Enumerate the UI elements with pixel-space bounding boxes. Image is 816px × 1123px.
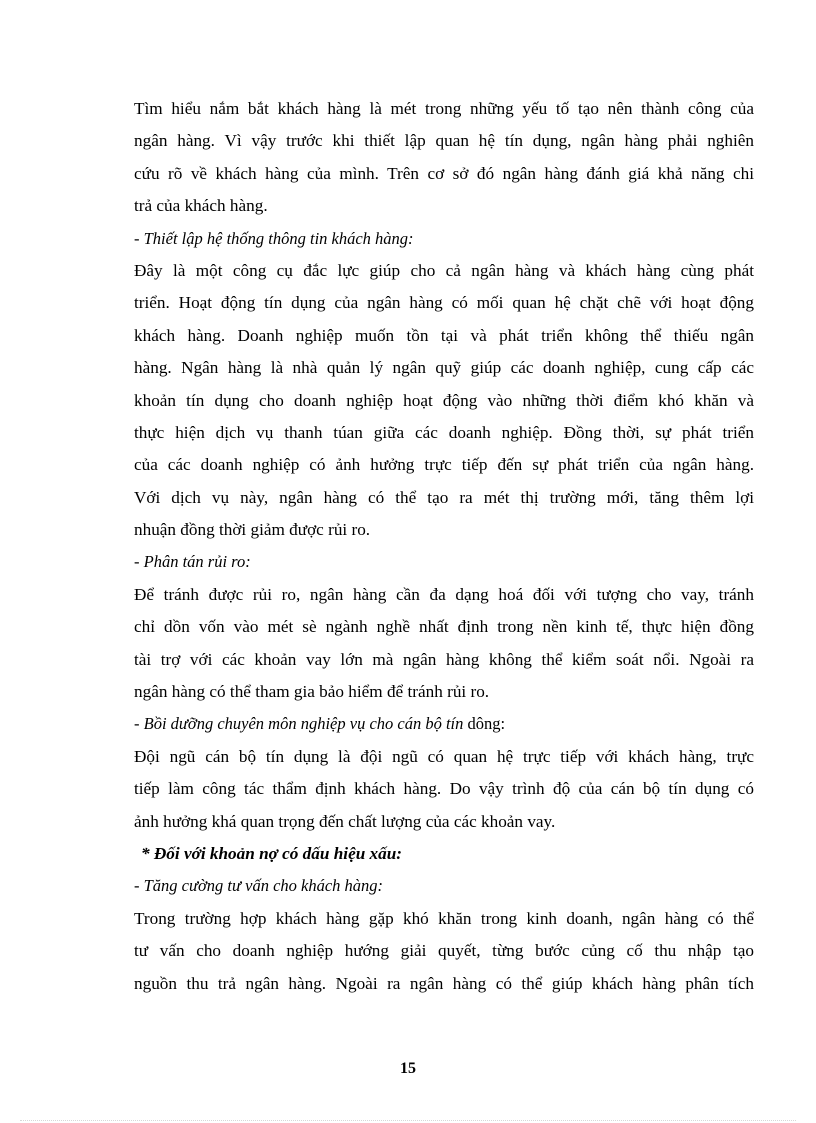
paragraph-line: tài trợ với các khoản vay lớn mà ngân hàng không thể kiểm soát nổi. Ngoài ra [134, 649, 754, 669]
paragraph-line: Với dịch vụ này, ngân hàng có thể tạo ra mét thị trường mới, tăng thêm lợi [134, 487, 754, 507]
paragraph-line: Trong trường hợp khách hàng gặp khó khăn trong kinh doanh, ngân hàng có thể [134, 908, 754, 928]
paragraph-line: Đây là một công cụ đắc lực giúp cho cả ngân hàng và khách hàng cùng phát [134, 260, 754, 280]
paragraph-line: triển. Hoạt động tín dụng của ngân hàng có mối quan hệ chặt chẽ với hoạt động [134, 293, 754, 313]
paragraph-line: thực hiện dịch vụ thanh túan giữa các doanh nghiệp. Đồng thời, sự phát triển [134, 422, 754, 442]
paragraph-line: chỉ dồn vốn vào mét sè ngành nghề nhất định trong nền kinh tế, thực hiện đồng [134, 617, 754, 637]
paragraph-line: hàng. Ngân hàng là nhà quản lý ngân quỹ giúp các doanh nghiệp, cung cấp các [134, 358, 754, 378]
paragraph-line: nguồn thu trả ngân hàng. Ngoài ra ngân hàng có thể giúp khách hàng phân tích [134, 973, 754, 993]
page-number: 15 [400, 1060, 416, 1077]
paragraph-line: khách hàng. Doanh nghiệp muốn tồn tại và phát triển không thể thiếu ngân [134, 325, 754, 345]
paragraph-line: cứu rõ về khách hàng của mình. Trên cơ sở đó ngân hàng đánh giá khả năng chi [134, 163, 754, 183]
paragraph-line: Tìm hiểu nắm bắt khách hàng là mét trong những yếu tố tạo nên thành công của [134, 99, 754, 118]
paragraph-line: khoản tín dụng cho doanh nghiệp hoạt động vào những thời điểm khó khăn và [134, 390, 754, 410]
paragraph-line: trả của khách hàng. [134, 196, 268, 216]
section-heading-customer-advice: - Tăng cường tư vấn cho khách hàng: [134, 876, 384, 896]
paragraph-line: tiếp làm công tác thẩm định khách hàng. Do vậy trình độ của cán bộ tín dụng có [134, 779, 754, 799]
paragraph-line: Để tránh được rủi ro, ngân hàng cần đa dạng hoá đối với tượng cho vay, tránh [134, 584, 754, 604]
section-heading-risk-diversification: - Phân tán rủi ro: [134, 552, 251, 572]
heading-italic-part: - Bồi dưỡng chuyên môn nghiệp vụ cho cán bộ tín [134, 714, 464, 734]
heading-roman-part: dông: [467, 714, 506, 734]
paragraph-line: ngân hàng. Vì vậy trước khi thiết lập quan hệ tín dụng, ngân hàng phải nghiên [134, 131, 754, 151]
section-heading-staff-training [134, 708, 754, 740]
paragraph-line: tư vấn cho doanh nghiệp hướng giải quyết, từng bước củng cố thu nhập tạo [134, 941, 754, 961]
page-bottom-border [20, 1120, 796, 1121]
paragraph-line: ngân hàng có thể tham gia bảo hiểm để tránh rủi ro. [134, 682, 490, 702]
section-heading-bad-debt: * Đối với khoản nợ có dấu hiệu xấu: [141, 843, 403, 863]
paragraph-line: ảnh hưởng khá quan trọng đến chất lượng của các khoản vay. [134, 811, 556, 831]
paragraph-line: của các doanh nghiệp có ảnh hưởng trực tiếp đến sự phát triển của ngân hàng. [134, 455, 754, 475]
body-text [134, 93, 754, 1000]
paragraph-line: Đội ngũ cán bộ tín dụng là đội ngũ có quan hệ trực tiếp với khách hàng, trực [134, 746, 754, 766]
paragraph-line: nhuận đồng thời giảm được rủi ro. [134, 520, 371, 540]
section-heading-information-system: - Thiết lập hệ thống thông tin khách hàng: [134, 228, 414, 248]
